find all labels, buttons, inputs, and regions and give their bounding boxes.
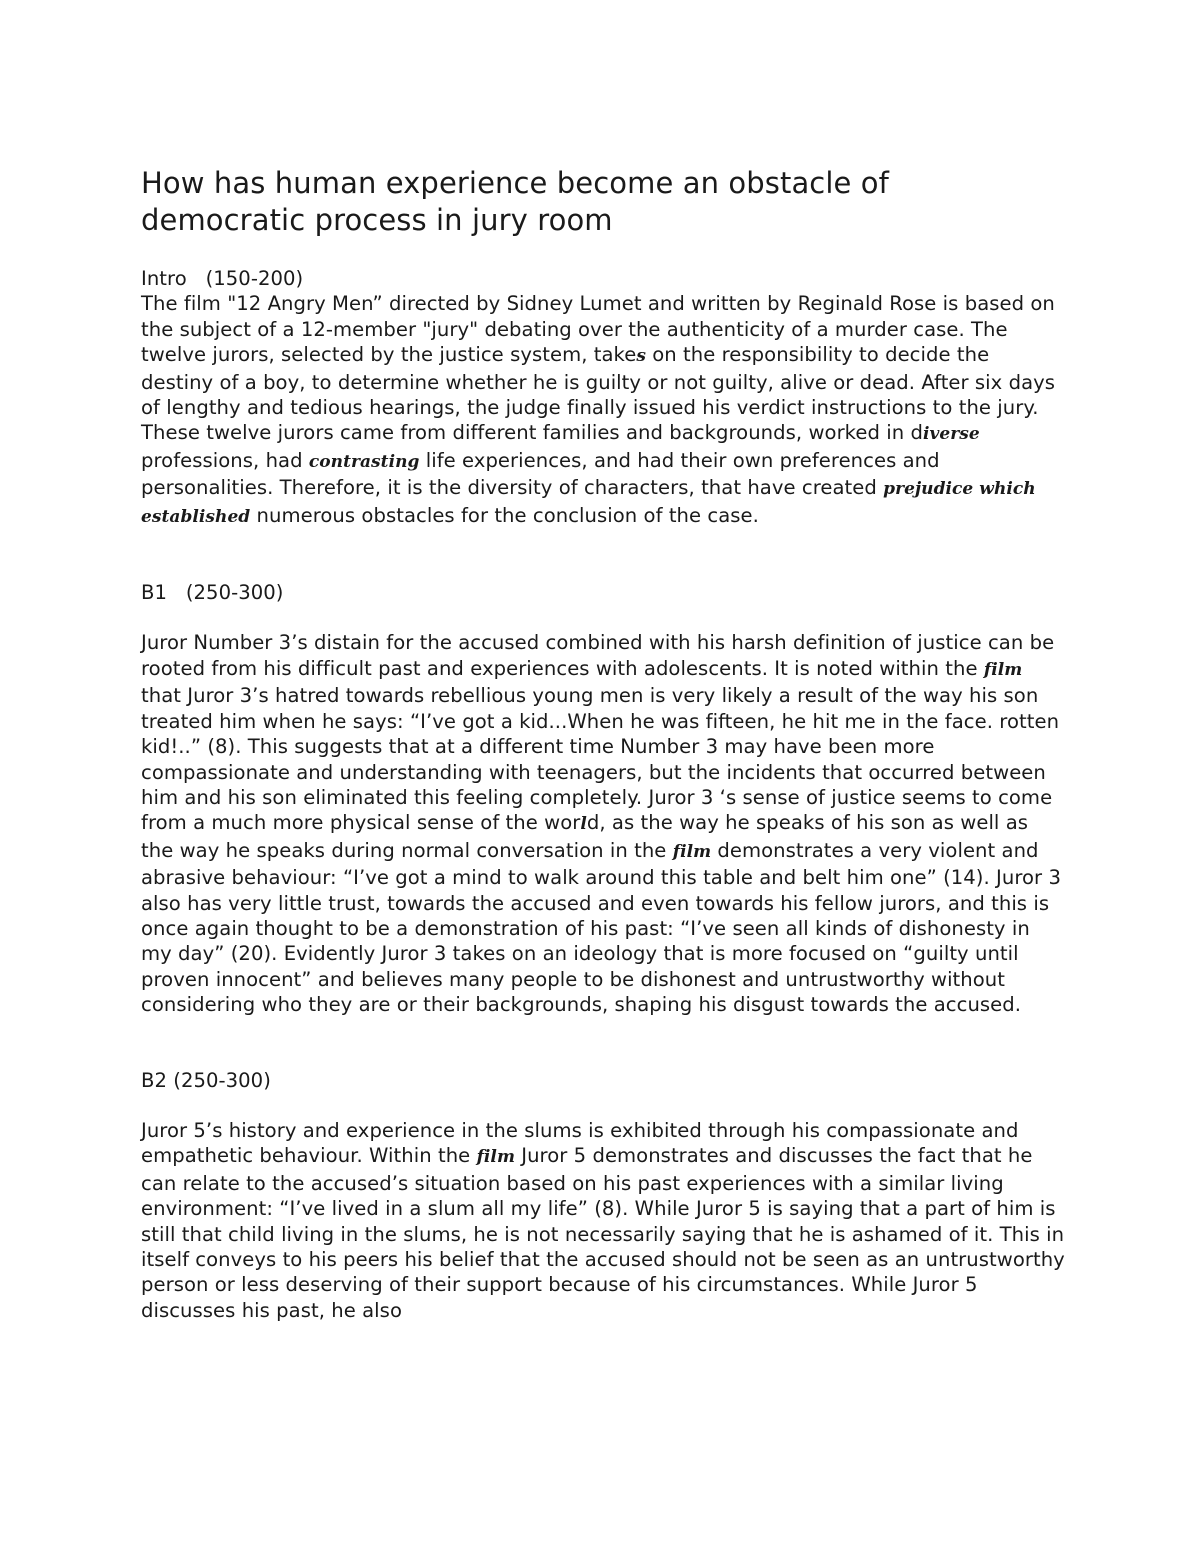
b1-text-1: Juror Number 3’s distain for the accused combined with his harsh definition of justice can be rooted from his difficult past and experiences with adolescents. It is noted within the <box>141 631 1055 680</box>
intro-text-3: professions, had <box>141 448 309 472</box>
b1-text-2: that Juror 3’s hatred towards rebellious young men is very likely a result of the way his son treated him when he says: “I’ve got a kid...When he was fifteen, he hit me in the face. rotten kid!..” (8). This suggests that at a different time Number 3 may have been more compassionate and understanding with teenagers, but the incidents that occurred between him and his son eliminated this feeling completely. Juror 3 ‘s sense of justice seems to come from a much more physical sense of the wor <box>141 684 1060 835</box>
b2-section <box>141 1068 1066 1324</box>
b1-em-1: film <box>983 659 1023 680</box>
b1-text-3: d, as the way he speaks of his son as well as the way he speaks during normal conversation in the <box>141 811 1029 862</box>
intro-text-2: on the responsibility to decide the destiny of a boy, to determine whether he is guilty or not guilty, alive or dead. After six days of lengthy and tedious hearings, the judge finally issued his verdict instructions to the jury. These twelve jurors came from different families and backgrounds, worked in d <box>141 343 1056 445</box>
intro-heading: Intro (150-200) <box>141 267 304 290</box>
b1-em-3: film <box>672 841 712 862</box>
intro-text-1: The film "12 Angry Men” directed by Sidney Lumet and written by Reginald Rose is based on the subject of a 12-member "jury" debating over the authenticity of a murder case. The twelve jurors, selected by the justice system, take <box>141 292 1055 367</box>
b1-section <box>141 580 1066 1018</box>
intro-em-2: iverse <box>922 424 980 445</box>
document-page <box>141 165 1066 1323</box>
document-title <box>141 165 1066 239</box>
b2-text-1: Juror 5’s history and experience in the slums is exhibited through his compassionate and empathetic behaviour. Within the <box>141 1118 1019 1168</box>
b2-heading: B2 (250-300) <box>141 1068 271 1092</box>
spacer <box>141 605 1066 630</box>
intro-paragraph <box>141 291 1066 530</box>
intro-em-3: contrasting <box>308 451 420 472</box>
intro-em-4: prejudice which established <box>141 479 1036 527</box>
b2-text-2: Juror 5 demonstrates and discusses the fact that he can relate to the accused’s situation based on his past experiences with a similar living environment: “I’ve lived in a slum all my life” (8). While Juror 5 is saying that a part of him is still that child living in the slums, he is not necessarily saying that he is ashamed of it. This in itself conveys to his peers his belief that the accused should not be seen as an untrustworthy person or less deserving of their support because of his circumstances. While Juror 5 discusses his past, he also <box>141 1144 1065 1322</box>
spacer <box>141 530 1066 580</box>
b1-heading: B1 (250-300) <box>141 581 284 605</box>
b1-text-4: demonstrates a very violent and abrasive behaviour: “I’ve got a mind to walk around this table and belt him one” (14). Juror 3 also has very little trust, towards the accused and even towards his fellow jurors, and this is once again thought to be a demonstration of his past: “I’ve seen all kinds of dishonesty in my day” (20). Evidently Juror 3 takes on an ideology that is more focused on “guilty until proven innocent” and believes many people to be dishonest and untrustworthy without considering who they are or their backgrounds, shaping his disgust towards the accused. <box>141 838 1061 1017</box>
title-line-2: democratic process in jury room <box>141 203 613 237</box>
intro-section <box>141 266 1066 530</box>
intro-text-4: life experiences, and had their own preferences and personalities. Therefore, it is the diversity of characters, that have created <box>141 448 940 500</box>
b1-em-2: l <box>580 814 587 835</box>
b2-paragraph <box>141 1118 1066 1323</box>
spacer <box>141 1018 1066 1068</box>
intro-em-1: s <box>636 346 646 367</box>
title-line-1: How has human experience become an obstacle of <box>141 166 889 200</box>
intro-text-5: numerous obstacles for the conclusion of the case. <box>250 503 759 527</box>
spacer <box>141 1093 1066 1118</box>
b2-em-1: film <box>476 1147 515 1168</box>
b1-paragraph <box>141 630 1066 1017</box>
